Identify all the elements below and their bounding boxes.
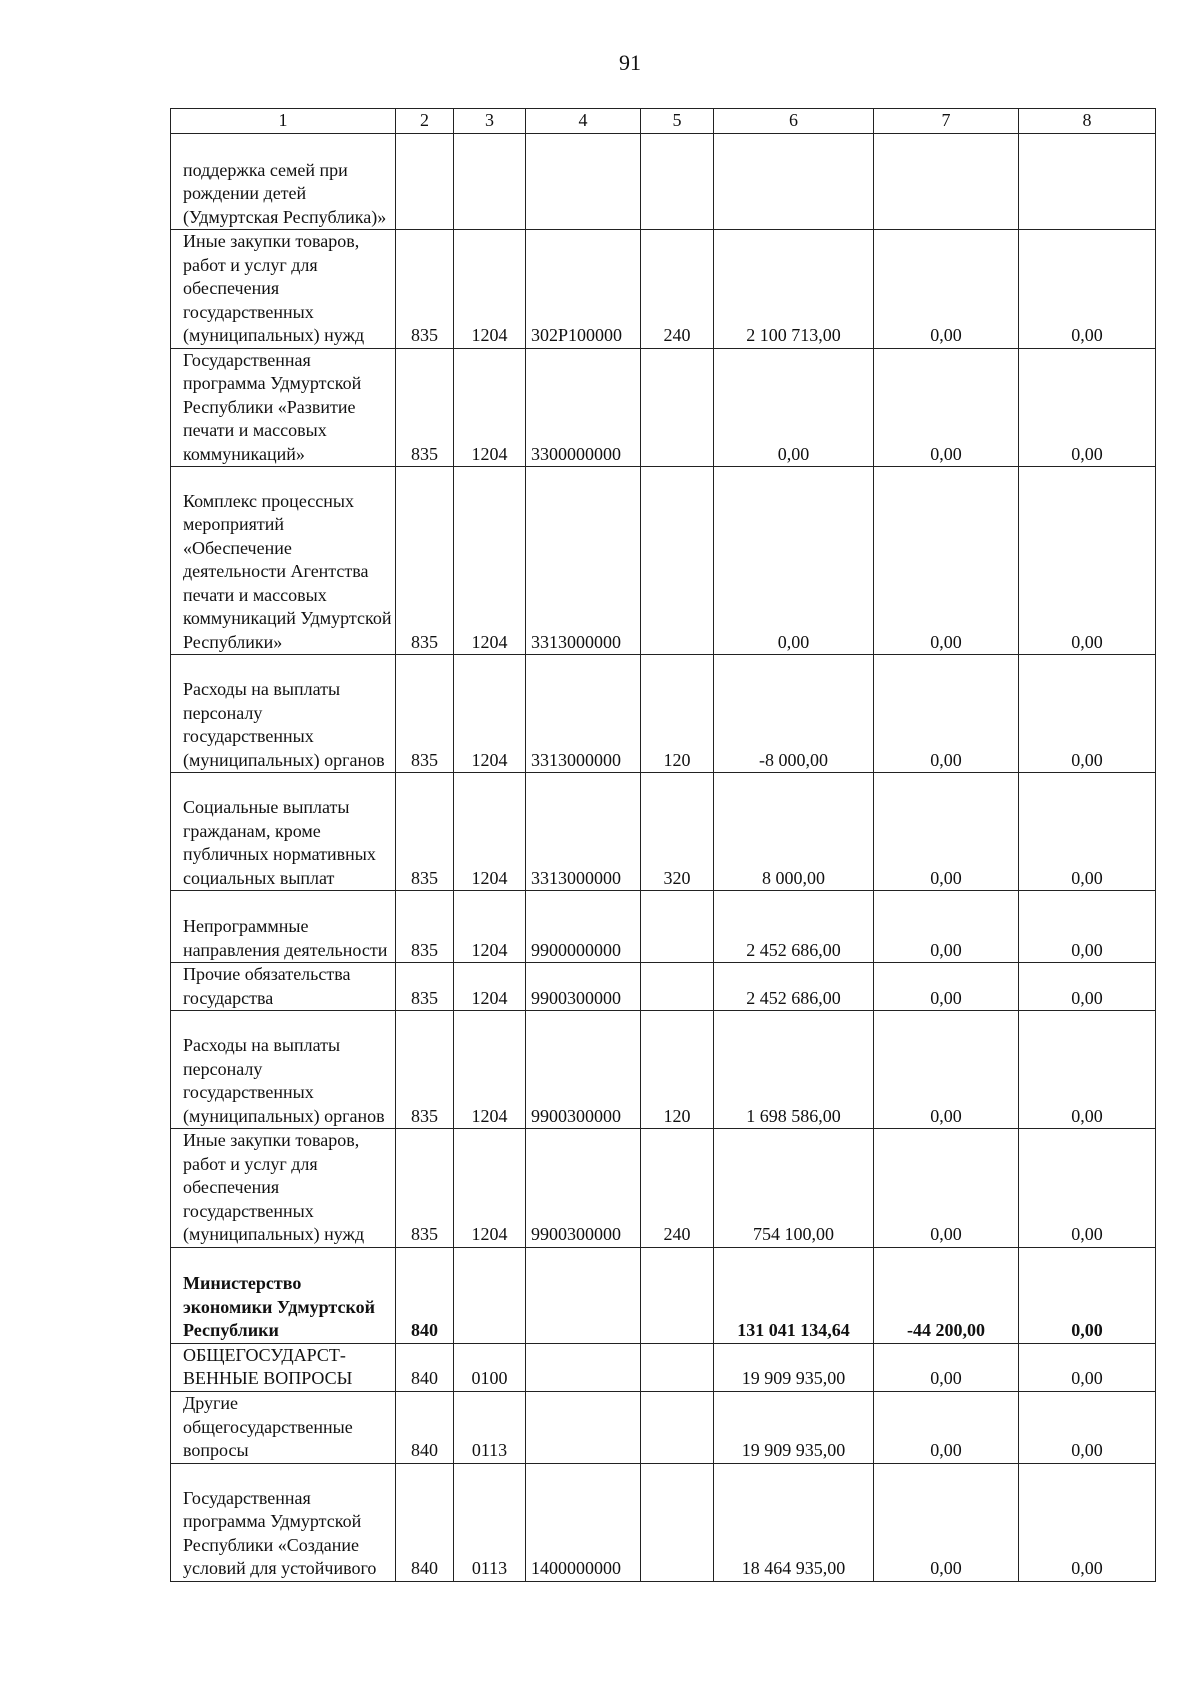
table-row [171, 963, 1156, 1011]
cell-amount-2025: 0,00 [874, 1011, 1019, 1129]
cell-amount-2026: 0,00 [1019, 1129, 1156, 1248]
cell-amount-2024: 0,00 [714, 467, 874, 655]
cell-code-expense-type [641, 1247, 714, 1343]
cell-amount-2026: 0,00 [1019, 1011, 1156, 1129]
cell-code-expense-type [641, 348, 714, 467]
col-header: 3 [454, 109, 526, 134]
cell-amount-2024: 1 698 586,00 [714, 1011, 874, 1129]
col-header: 6 [714, 109, 874, 134]
cell-code-expense-type: 240 [641, 230, 714, 349]
cell-code-expense-type: 120 [641, 1011, 714, 1129]
cell-amount-2024: 8 000,00 [714, 773, 874, 891]
row-description: Социальные выплаты гражданам, кроме публичных нормативных социальных выплат [171, 773, 396, 891]
cell-code-ministry: 840 [396, 1343, 454, 1391]
cell-amount-2025: 0,00 [874, 1463, 1019, 1581]
cell-amount-2026: 0,00 [1019, 1391, 1156, 1463]
cell-code-ministry: 835 [396, 467, 454, 655]
cell-amount-2025 [874, 134, 1019, 230]
cell-code-section: 1204 [454, 467, 526, 655]
cell-code-ministry: 835 [396, 655, 454, 773]
row-description: Государственная программа Удмуртской Республики «Создание условий для устойчивого [171, 1463, 396, 1581]
cell-code-ministry: 840 [396, 1247, 454, 1343]
cell-code-ministry: 835 [396, 1129, 454, 1248]
cell-amount-2025: 0,00 [874, 230, 1019, 349]
cell-code-target: 3300000000 [526, 348, 641, 467]
cell-code-target: 3313000000 [526, 773, 641, 891]
cell-code-expense-type: 240 [641, 1129, 714, 1248]
cell-code-expense-type [641, 134, 714, 230]
table-row [171, 773, 1156, 891]
cell-amount-2026: 0,00 [1019, 467, 1156, 655]
row-description: Прочие обязательства государства [171, 963, 396, 1011]
cell-code-section [454, 1247, 526, 1343]
budget-table [170, 108, 1156, 1582]
cell-amount-2024: 2 100 713,00 [714, 230, 874, 349]
row-description: Другие общегосударственные вопросы [171, 1391, 396, 1463]
cell-code-ministry: 840 [396, 1463, 454, 1581]
table-row [171, 348, 1156, 467]
cell-code-target: 3313000000 [526, 655, 641, 773]
cell-code-target: 9900300000 [526, 1011, 641, 1129]
cell-code-ministry: 835 [396, 963, 454, 1011]
cell-amount-2024: 2 452 686,00 [714, 891, 874, 963]
cell-code-expense-type [641, 963, 714, 1011]
cell-amount-2026: 0,00 [1019, 1463, 1156, 1581]
cell-code-expense-type [641, 467, 714, 655]
cell-amount-2024: -8 000,00 [714, 655, 874, 773]
cell-amount-2026: 0,00 [1019, 348, 1156, 467]
table-row [171, 891, 1156, 963]
table-row [171, 1343, 1156, 1391]
cell-amount-2024: 0,00 [714, 348, 874, 467]
cell-amount-2025: -44 200,00 [874, 1247, 1019, 1343]
cell-amount-2025: 0,00 [874, 963, 1019, 1011]
table-row [171, 1129, 1156, 1248]
row-description: Иные закупки товаров, работ и услуг для обеспечения государственных (муниципальных) нужд [171, 1129, 396, 1248]
cell-code-expense-type [641, 891, 714, 963]
cell-code-section: 1204 [454, 963, 526, 1011]
cell-amount-2024: 19 909 935,00 [714, 1391, 874, 1463]
cell-amount-2025: 0,00 [874, 1391, 1019, 1463]
cell-code-section: 0113 [454, 1463, 526, 1581]
cell-amount-2024 [714, 134, 874, 230]
row-description: Министерство экономики Удмуртской Республики [171, 1247, 396, 1343]
cell-amount-2025: 0,00 [874, 773, 1019, 891]
cell-code-ministry: 840 [396, 1391, 454, 1463]
row-description: поддержка семей при рождении детей (Удмуртская Республика)» [171, 134, 396, 230]
cell-code-section: 1204 [454, 230, 526, 349]
cell-amount-2026: 0,00 [1019, 1247, 1156, 1343]
table-row [171, 1391, 1156, 1463]
cell-code-ministry: 835 [396, 891, 454, 963]
cell-code-expense-type [641, 1343, 714, 1391]
cell-code-section: 1204 [454, 1129, 526, 1248]
cell-amount-2025: 0,00 [874, 1343, 1019, 1391]
cell-amount-2025: 0,00 [874, 348, 1019, 467]
header-row [171, 109, 1156, 134]
cell-code-expense-type: 120 [641, 655, 714, 773]
cell-amount-2026: 0,00 [1019, 891, 1156, 963]
cell-code-target: 9900000000 [526, 891, 641, 963]
cell-code-expense-type [641, 1463, 714, 1581]
table-row [171, 655, 1156, 773]
cell-code-ministry: 835 [396, 348, 454, 467]
col-header: 2 [396, 109, 454, 134]
row-description: Комплекс процессных мероприятий «Обеспечение деятельности Агентства печати и массовых коммуникаций Удмуртской Республики» [171, 467, 396, 655]
table-row [171, 134, 1156, 230]
cell-amount-2024: 19 909 935,00 [714, 1343, 874, 1391]
cell-amount-2024: 754 100,00 [714, 1129, 874, 1248]
table-row [171, 230, 1156, 349]
cell-code-section: 1204 [454, 773, 526, 891]
cell-code-target: 3313000000 [526, 467, 641, 655]
cell-code-target [526, 1391, 641, 1463]
row-description: Непрограммные направления деятельности [171, 891, 396, 963]
cell-amount-2025: 0,00 [874, 891, 1019, 963]
cell-code-target [526, 1343, 641, 1391]
cell-code-target: 9900300000 [526, 963, 641, 1011]
cell-code-target: 9900300000 [526, 1129, 641, 1248]
cell-code-section: 1204 [454, 655, 526, 773]
cell-amount-2026 [1019, 134, 1156, 230]
cell-code-section: 0100 [454, 1343, 526, 1391]
cell-code-section: 0113 [454, 1391, 526, 1463]
col-header: 4 [526, 109, 641, 134]
cell-code-section: 1204 [454, 348, 526, 467]
cell-amount-2025: 0,00 [874, 1129, 1019, 1248]
cell-code-ministry: 835 [396, 773, 454, 891]
row-description: Расходы на выплаты персоналу государственных (муниципальных) органов [171, 655, 396, 773]
cell-amount-2026: 0,00 [1019, 1343, 1156, 1391]
col-header: 1 [171, 109, 396, 134]
cell-amount-2026: 0,00 [1019, 655, 1156, 773]
table-row [171, 1011, 1156, 1129]
cell-code-target [526, 134, 641, 230]
cell-code-section: 1204 [454, 1011, 526, 1129]
cell-amount-2026: 0,00 [1019, 963, 1156, 1011]
cell-code-ministry [396, 134, 454, 230]
row-description: Иные закупки товаров, работ и услуг для обеспечения государственных (муниципальных) нужд [171, 230, 396, 349]
cell-amount-2025: 0,00 [874, 655, 1019, 773]
cell-code-expense-type [641, 1391, 714, 1463]
col-header: 8 [1019, 109, 1156, 134]
cell-code-target [526, 1247, 641, 1343]
cell-amount-2024: 131 041 134,64 [714, 1247, 874, 1343]
col-header: 7 [874, 109, 1019, 134]
row-description: Государственная программа Удмуртской Республики «Развитие печати и массовых коммуникаций» [171, 348, 396, 467]
cell-code-expense-type: 320 [641, 773, 714, 891]
cell-code-section [454, 134, 526, 230]
cell-amount-2024: 2 452 686,00 [714, 963, 874, 1011]
table-row [171, 1247, 1156, 1343]
table-row [171, 467, 1156, 655]
table-row [171, 1463, 1156, 1581]
row-description: ОБЩЕГОСУДАРСТ-ВЕННЫЕ ВОПРОСЫ [171, 1343, 396, 1391]
col-header: 5 [641, 109, 714, 134]
cell-code-target: 1400000000 [526, 1463, 641, 1581]
cell-code-section: 1204 [454, 891, 526, 963]
cell-code-target: 302P100000 [526, 230, 641, 349]
cell-amount-2026: 0,00 [1019, 230, 1156, 349]
row-description: Расходы на выплаты персоналу государственных (муниципальных) органов [171, 1011, 396, 1129]
cell-code-ministry: 835 [396, 230, 454, 349]
cell-amount-2026: 0,00 [1019, 773, 1156, 891]
cell-amount-2024: 18 464 935,00 [714, 1463, 874, 1581]
page-number: 91 [619, 50, 641, 75]
cell-amount-2025: 0,00 [874, 467, 1019, 655]
cell-code-ministry: 835 [396, 1011, 454, 1129]
